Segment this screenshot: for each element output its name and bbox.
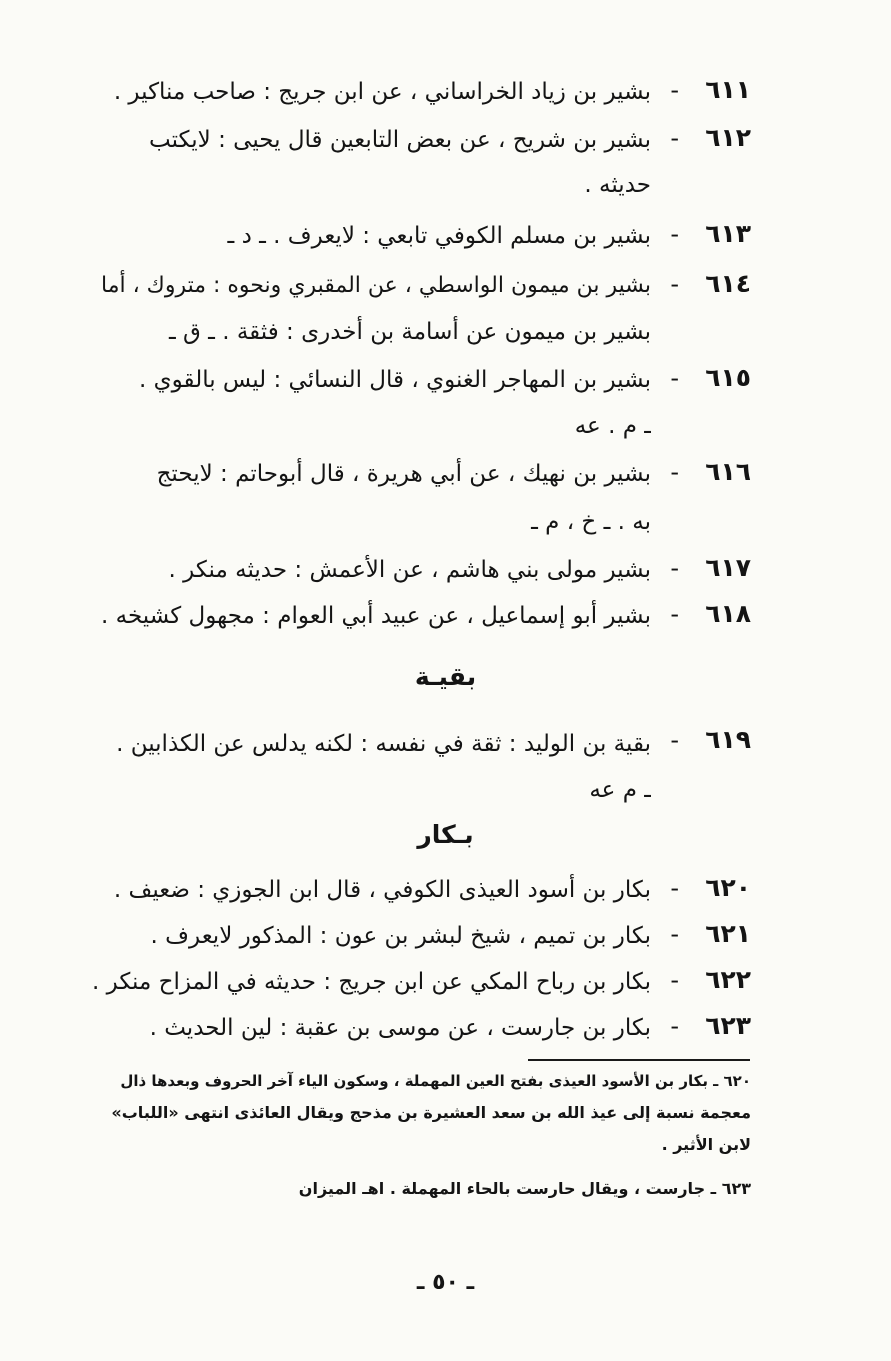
entry-620-text: بكار بن أسود العيذى الكوفي ، قال ابن الجوزي : ضعيف . xyxy=(113,877,651,903)
section-heading-bakkar: بـكار xyxy=(417,820,474,849)
entry-616-text-line1: بشير بن نهيك ، عن أبي هريرة ، قال أبوحاتم : لايحتج xyxy=(156,461,651,487)
entry-611-number: ٦١١ xyxy=(705,75,751,104)
entry-614-text-line1: بشير بن ميمون الواسطي ، عن المقبري ونحوه : متروك ، أما xyxy=(101,273,651,298)
entry-618-number: ٦١٨ xyxy=(705,599,751,628)
entry-615-number: ٦١٥ xyxy=(705,363,751,392)
section-heading-baqiyya: بقيـة xyxy=(414,662,477,691)
entry-619-text-line1: بقية بن الوليد : ثقة في نفسه : لكنه يدلس عن الكذابين . xyxy=(116,731,651,757)
entry-616-text-line2: به . ـ خ ، م ـ xyxy=(531,509,651,535)
entry-617-dash: - xyxy=(670,554,679,582)
entry-612-dash: - xyxy=(670,124,679,152)
entry-616-number: ٦١٦ xyxy=(705,457,751,486)
entry-619-text-line2: ـ م عه xyxy=(589,777,651,803)
entry-612-number: ٦١٢ xyxy=(705,123,751,152)
entry-612-text-line2: حديثه . xyxy=(584,172,651,198)
entry-623-dash: - xyxy=(670,1012,679,1040)
entry-611-text: بشير بن زياد الخراساني ، عن ابن جريج : صاحب مناكير . xyxy=(113,79,651,105)
entry-611-dash: - xyxy=(670,76,679,104)
entry-622-dash: - xyxy=(670,966,679,994)
footnote-623-line1: ٦٢٣ ـ جارست ، ويقال حارست بالحاء المهملة . اهـ الميزان xyxy=(298,1179,751,1198)
entry-622-text: بكار بن رباح المكي عن ابن جريج : حديثه في المزاح منكر . xyxy=(92,969,651,995)
entry-616-dash: - xyxy=(670,458,679,486)
entry-612-text-line1: بشير بن شريح ، عن بعض التابعين قال يحيى : لايكتب xyxy=(149,127,651,153)
entry-613-number: ٦١٣ xyxy=(705,219,751,248)
entry-614-text-line2: بشير بن ميمون عن أسامة بن أخدرى : فثقة . ـ ق ـ xyxy=(168,319,651,345)
entry-621-number: ٦٢١ xyxy=(705,919,751,948)
entry-613-dash: - xyxy=(670,220,679,248)
entry-620-number: ٦٢٠ xyxy=(705,873,751,902)
footnote-620-line3: لابن الأثير . xyxy=(661,1135,751,1154)
entry-620-dash: - xyxy=(670,874,679,902)
entry-614-number: ٦١٤ xyxy=(705,269,751,298)
entry-614-dash: - xyxy=(670,270,679,298)
entry-615-dash: - xyxy=(670,364,679,392)
entry-621-dash: - xyxy=(670,920,679,948)
entry-619-number: ٦١٩ xyxy=(705,725,751,754)
footnote-620-line2: معجمة نسبة إلى عيذ الله بن سعد العشيرة بن مذحج ويقال العائذى انتهى «اللباب» xyxy=(111,1103,751,1122)
entry-618-text: بشير أبو إسماعيل ، عن عبيد أبي العوام : مجهول كشيخه . xyxy=(100,603,651,629)
footnote-divider xyxy=(528,1059,750,1061)
entry-617-text: بشير مولى بني هاشم ، عن الأعمش : حديثه منكر . xyxy=(168,557,651,583)
entry-615-text-line2: ـ م . عه xyxy=(574,413,651,439)
entry-623-number: ٦٢٣ xyxy=(705,1011,751,1040)
entry-621-text: بكار بن تميم ، شيخ لبشر بن عون : المذكور لايعرف . xyxy=(150,923,651,949)
entry-619-dash: - xyxy=(670,726,679,754)
footnote-620-line1: ٦٢٠ ـ بكار بن الأسود العيذى بفتح العين المهملة ، وسكون الياء آخر الحروف وبعدها ذال xyxy=(120,1072,751,1090)
entry-617-number: ٦١٧ xyxy=(705,553,751,582)
entry-618-dash: - xyxy=(670,600,679,628)
entry-623-text: بكار بن جارست ، عن موسى بن عقبة : لين الحديث . xyxy=(149,1015,651,1041)
entry-622-number: ٦٢٢ xyxy=(705,965,751,994)
entry-613-text: بشير بن مسلم الكوفي تابعي : لايعرف . ـ د ـ xyxy=(227,223,651,249)
page-number: ـ ٥٠ ـ xyxy=(416,1270,475,1295)
entry-615-text-line1: بشير بن المهاجر الغنوي ، قال النسائي : ليس بالقوي . xyxy=(139,367,651,393)
